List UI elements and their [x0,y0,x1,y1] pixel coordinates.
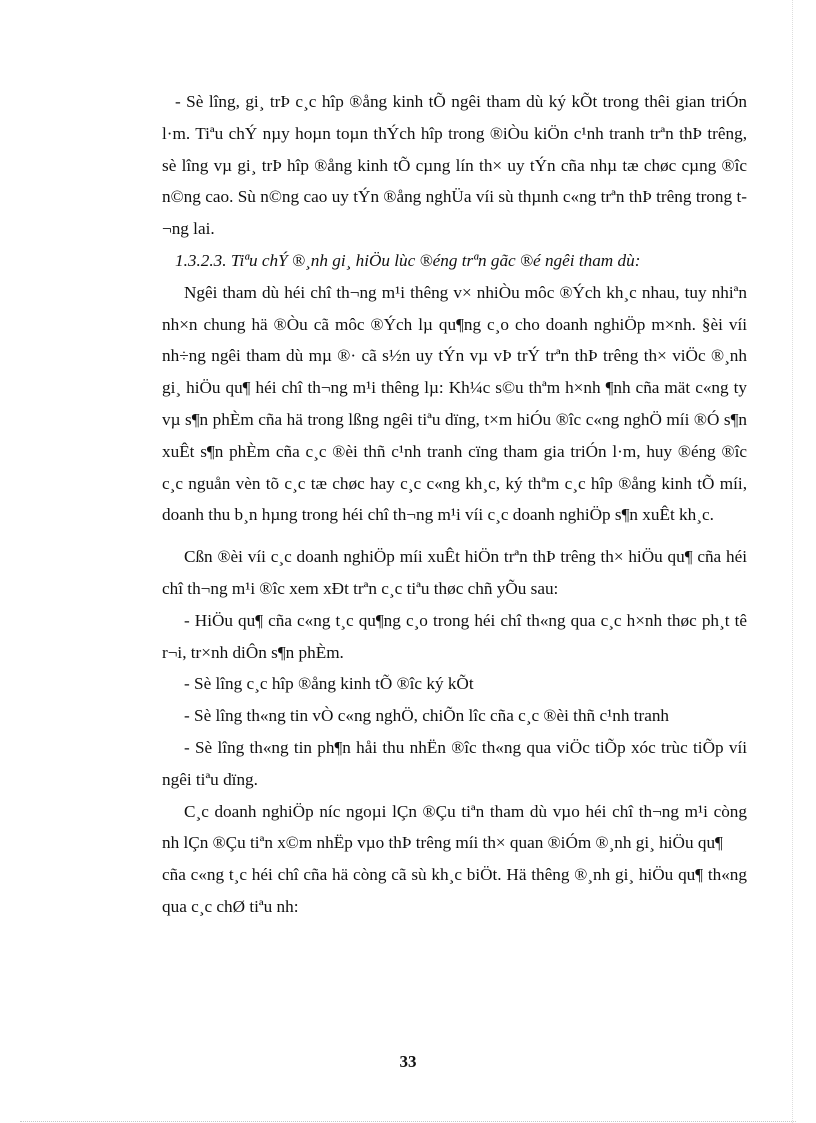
document-body [162,86,747,923]
section-heading-1-3-2-3: 1.3.2.3. Tiªu chÝ ®¸nh gi¸ hiÖu lùc ®éng trªn gãc ®é ngêi tham dù: [175,250,641,270]
bottom-dotted-rule [20,1121,796,1122]
page-edge-rule [792,0,793,1123]
paragraph-evaluation-criteria: cña c«ng t¸c héi chî cña hä còng cã sù kh¸c biÖt. Hä thêng ®¸nh gi¸ hiÖu qu¶ th«ng qua c¸c chØ tiªu nh: [162,865,747,916]
list-item-contracts-signed: - Sè lîng c¸c hîp ®ång kinh tÕ ®îc ký kÕt [184,674,474,694]
paragraph-participants-purpose: Ngêi tham dù héi chî th¬ng m¹i thêng v× nhiÒu môc ®Ých kh¸c nhau, tuy nhiªn nh×n chung hä ®Òu cã môc ®Ých lµ qu¶ng c¸o cho doanh nghiÖp m×nh. §èi víi nh÷ng ngêi tham dù mµ ®· cã s½n uy tÝn vµ vÞ trÝ trªn thÞ trêng th× viÖc ®¸nh gi¸ hiÖu qu¶ héi chî th¬ng m¹i thêng lµ: Kh¼c s©u thªm h×nh ¶nh cña mät c«ng ty vµ s¶n phÈm cña hä trong lßng ngêi tiªu dïng, t×m hiÓu ®îc c«ng nghÖ míi ®Ó s¶n xuÊt s¶n phÈm cña c¸c ®èi thñ c¹nh tranh cïng tham gia triÓn l·m, huy ®éng ®îc c¸c nguån vèn tõ c¸c tæ chøc hay c¸c c«ng kh¸c, ký thªm c¸c hîp ®ång kinh tÕ míi, doanh thu b¸n hµng trong héi chî th¬ng m¹i víi c¸c doanh nghiÖp s¶n xuÊt kh¸c. [162,282,747,525]
paragraph-new-enterprises: Cßn ®èi víi c¸c doanh nghiÖp míi xuÊt hiÖn trªn thÞ trêng th× hiÖu qu¶ cña héi chî th¬ng m¹i ®îc xem xÐt trªn c¸c tiªu thøc chñ yÕu sau: [162,547,747,598]
paragraph-contracts-criterion: - Sè lîng, gi¸ trÞ c¸c hîp ®ång kinh tÕ ngêi tham dù ký kÕt trong thêi gian triÓn l·m. Tiªu chÝ nµy hoµn toµn thÝch hîp trong ®iÒu kiÖn c¹nh tranh trªn thÞ trêng, sè lîng vµ gi¸ trÞ hîp ®ång kinh tÕ cµng lín th× uy tÝn cña nhµ tæ chøc cµng ®îc n©ng cao. Sù n©ng cao uy tÝn ®ång nghÜa víi sù thµnh c«ng trªn thÞ trêng trong t¬ng lai. [162,92,747,239]
list-item-advertising-effect: - HiÖu qu¶ cña c«ng t¸c qu¶ng c¸o trong héi chî th«ng qua c¸c h×nh thøc ph¸t tê r¬i, tr×nh diÔn s¶n phÈm. [162,610,747,662]
page-number: 33 [399,1052,417,1071]
list-item-feedback-info: - Sè lîng th«ng tin ph¶n håi thu nhËn ®îc th«ng qua viÖc tiÕp xóc trùc tiÕp víi ngêi tiªu dïng. [162,737,747,789]
list-item-competitor-info: - Sè lîng th«ng tin vÒ c«ng nghÖ, chiÕn lîc cña c¸c ®èi thñ c¹nh tranh [184,706,670,726]
paragraph-foreign-enterprises: C¸c doanh nghiÖp níc ngoµi lÇn ®Çu tiªn tham dù vµo héi chî th¬ng m¹i còng nh lÇn ®Çu tiªn x©m nhËp vµo thÞ trêng míi th× quan ®iÓm ®¸nh gi¸ hiÖu qu¶ [162,801,747,853]
